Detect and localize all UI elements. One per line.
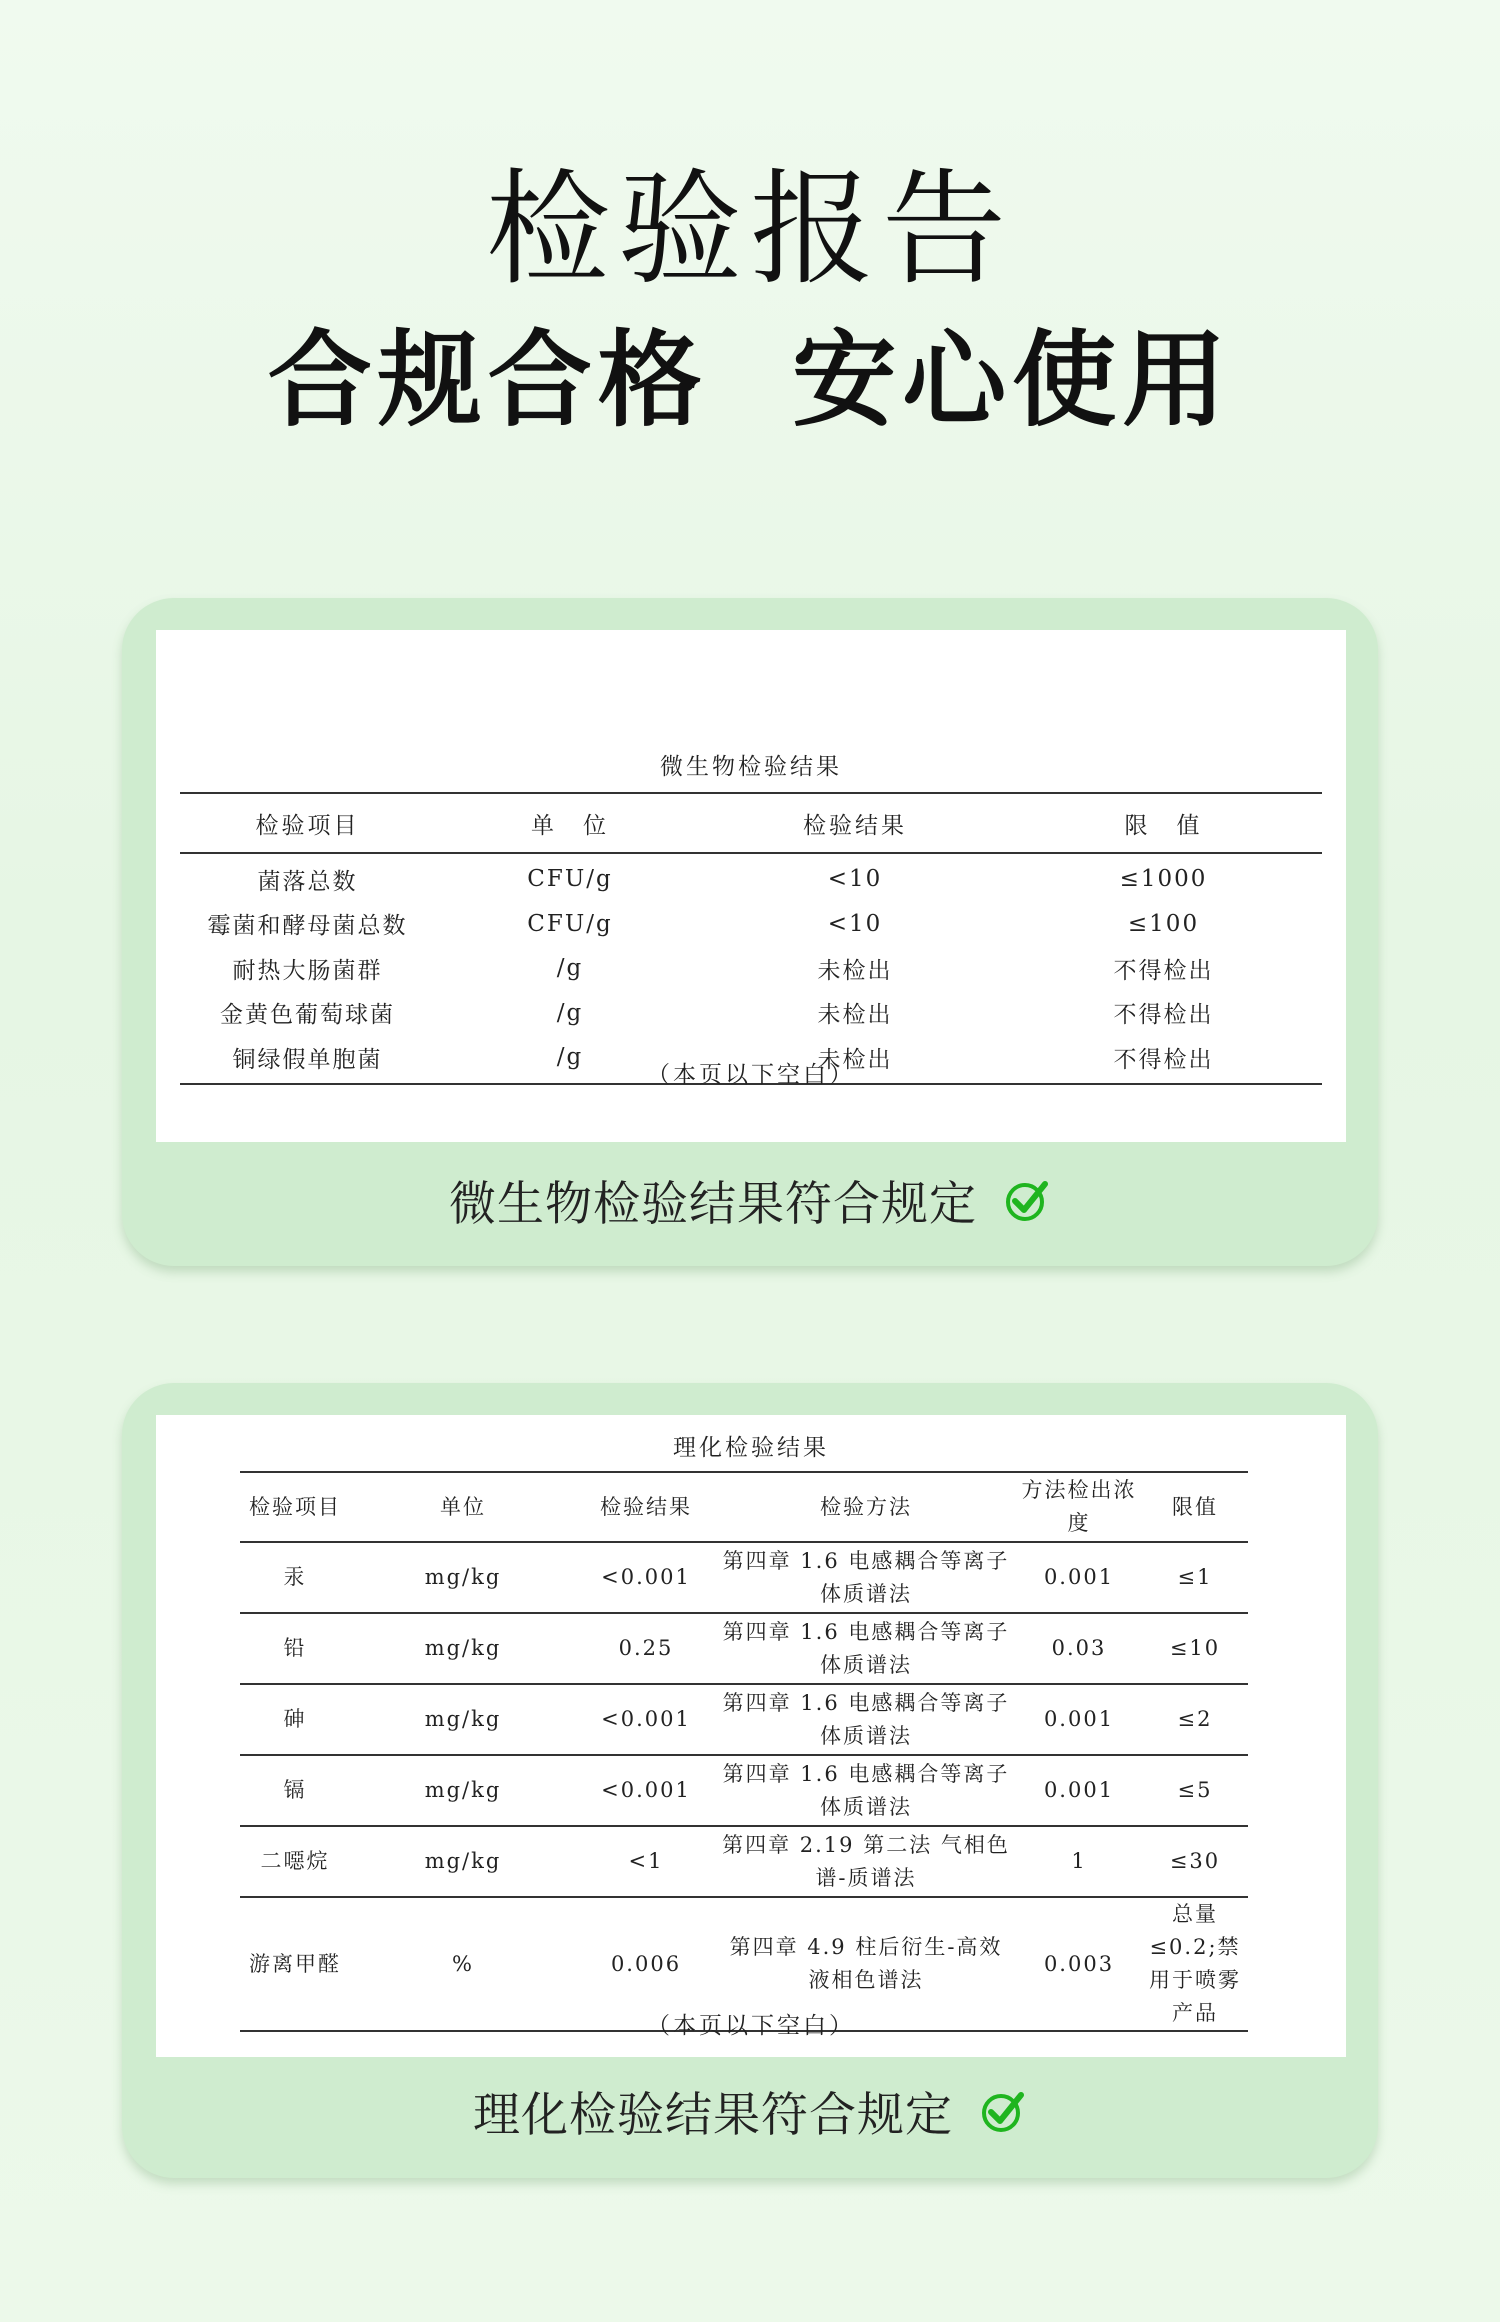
cell-item: 金黄色葡萄球菌 bbox=[220, 1002, 395, 1029]
cell-method: 第四章 1.6 电感耦合等离子体质谱法 bbox=[722, 1619, 1010, 1677]
cell-unit: mg/kg bbox=[424, 1636, 502, 1660]
physchem-report-title: 理化检验结果 bbox=[673, 1435, 829, 1461]
column-header-limit: 限 值 bbox=[1124, 812, 1203, 839]
cell-unit: mg/kg bbox=[424, 1565, 502, 1589]
check-circle-icon bbox=[1003, 1176, 1051, 1224]
table-row bbox=[180, 857, 1322, 902]
cell-unit: % bbox=[452, 1951, 474, 1976]
microbiology-report-title: 微生物检验结果 bbox=[660, 754, 842, 780]
cell-item: 耐热大肠菌群 bbox=[232, 957, 383, 984]
microbiology-report-card bbox=[122, 598, 1378, 1266]
check-circle-icon bbox=[979, 2087, 1027, 2135]
cell-result: 0.006 bbox=[610, 1951, 682, 1976]
column-header-result: 检验结果 bbox=[600, 1494, 692, 1519]
cell-detection-limit: 0.003 bbox=[1043, 1951, 1115, 1976]
cell-unit: /g bbox=[556, 1044, 584, 1071]
table-row bbox=[240, 1755, 1248, 1826]
microbiology-table bbox=[180, 792, 1322, 1085]
cell-method: 第四章 2.19 第二法 气相色谱-质谱法 bbox=[722, 1832, 1010, 1890]
cell-item: 汞 bbox=[283, 1565, 307, 1589]
cell-method: 第四章 1.6 电感耦合等离子体质谱法 bbox=[722, 1761, 1010, 1819]
table-row bbox=[180, 991, 1322, 1036]
cell-unit: mg/kg bbox=[424, 1778, 502, 1802]
table-row bbox=[240, 1542, 1248, 1613]
cell-result: 未检出 bbox=[817, 1002, 893, 1029]
cell-limit: ≤30 bbox=[1169, 1849, 1221, 1873]
cell-detection-limit: 1 bbox=[1071, 1849, 1087, 1873]
cell-result: 未检出 bbox=[817, 957, 893, 984]
table-row bbox=[240, 1826, 1248, 1897]
cell-item: 铜绿假单胞菌 bbox=[232, 1046, 383, 1073]
cell-result: <0.001 bbox=[601, 1778, 691, 1802]
cell-item: 二噁烷 bbox=[260, 1849, 330, 1873]
cell-result: <1 bbox=[628, 1849, 664, 1873]
page-title: 检验报告 bbox=[485, 158, 1014, 302]
cell-item: 砷 bbox=[283, 1707, 307, 1731]
cell-result: <0.001 bbox=[601, 1707, 691, 1731]
cell-limit: ≤10 bbox=[1169, 1636, 1221, 1660]
cell-item: 游离甲醛 bbox=[249, 1951, 341, 1976]
column-header-unit: 单位 bbox=[440, 1494, 486, 1519]
cell-limit: ≤1000 bbox=[1119, 866, 1208, 893]
cell-item: 菌落总数 bbox=[257, 868, 358, 895]
cell-detection-limit: 0.001 bbox=[1043, 1707, 1115, 1731]
table-row bbox=[180, 946, 1322, 991]
microbiology-report-sheet bbox=[156, 630, 1346, 1142]
table-header-row bbox=[240, 1472, 1248, 1542]
cell-detection-limit: 0.001 bbox=[1043, 1565, 1115, 1589]
cell-limit: ≤5 bbox=[1177, 1778, 1213, 1802]
physchem-conclusion-text: 理化检验结果符合规定 bbox=[473, 2087, 953, 2143]
column-header-item: 检验项目 bbox=[249, 1494, 341, 1519]
physchem-report-sheet bbox=[156, 1415, 1346, 2057]
table-row bbox=[240, 1684, 1248, 1755]
column-header-result: 检验结果 bbox=[803, 812, 907, 839]
physchem-table bbox=[240, 1471, 1248, 2032]
cell-method: 第四章 1.6 电感耦合等离子体质谱法 bbox=[722, 1690, 1010, 1748]
cell-item: 霉菌和酵母菌总数 bbox=[207, 913, 408, 940]
cell-detection-limit: 0.001 bbox=[1043, 1778, 1115, 1802]
column-header-item: 检验项目 bbox=[255, 812, 360, 839]
table-row bbox=[240, 1613, 1248, 1684]
column-header-detection-limit: 方法检出浓度 bbox=[1021, 1478, 1137, 1535]
cell-unit: /g bbox=[556, 999, 584, 1026]
cell-method: 第四章 1.6 电感耦合等离子体质谱法 bbox=[722, 1548, 1010, 1606]
cell-limit: 不得检出 bbox=[1113, 1002, 1214, 1029]
column-header-limit: 限值 bbox=[1172, 1494, 1218, 1519]
cell-item: 镉 bbox=[283, 1778, 307, 1802]
cell-limit: ≤1 bbox=[1177, 1565, 1213, 1589]
cell-unit: CFU/g bbox=[527, 866, 613, 893]
cell-limit: ≤100 bbox=[1127, 910, 1200, 937]
physchem-conclusion bbox=[122, 2075, 1378, 2147]
cell-limit: 不得检出 bbox=[1113, 957, 1214, 984]
cell-limit: 不得检出 bbox=[1113, 1046, 1214, 1073]
cell-method: 第四章 4.9 柱后衍生-高效液相色谱法 bbox=[729, 1935, 1003, 1992]
table-row bbox=[180, 902, 1322, 947]
cell-unit: mg/kg bbox=[424, 1849, 502, 1873]
cell-item: 铅 bbox=[283, 1636, 307, 1660]
table-header-row bbox=[180, 794, 1322, 852]
cell-limit: 总量≤0.2;禁用于喷雾产品 bbox=[1149, 1902, 1241, 2025]
microbiology-conclusion-text: 微生物检验结果符合规定 bbox=[449, 1176, 977, 1232]
cell-detection-limit: 0.03 bbox=[1051, 1636, 1107, 1660]
cell-unit: mg/kg bbox=[424, 1707, 502, 1731]
physchem-report-card bbox=[122, 1383, 1378, 2178]
blank-page-note: （本页以下空白） bbox=[647, 1062, 855, 1088]
cell-result: 未检出 bbox=[817, 1046, 893, 1073]
cell-result: <0.001 bbox=[601, 1565, 691, 1589]
column-header-method: 检验方法 bbox=[820, 1494, 912, 1519]
cell-unit: CFU/g bbox=[527, 910, 613, 937]
cell-result: <10 bbox=[827, 866, 883, 893]
microbiology-conclusion bbox=[122, 1164, 1378, 1236]
page-subtitle: 合规合格 安心使用 bbox=[267, 319, 1233, 441]
blank-page-note: （本页以下空白） bbox=[647, 2013, 855, 2039]
cell-unit: /g bbox=[556, 955, 584, 982]
cell-result: <10 bbox=[827, 910, 883, 937]
cell-limit: ≤2 bbox=[1177, 1707, 1213, 1731]
cell-result: 0.25 bbox=[618, 1636, 674, 1660]
column-header-unit: 单 位 bbox=[531, 812, 609, 839]
